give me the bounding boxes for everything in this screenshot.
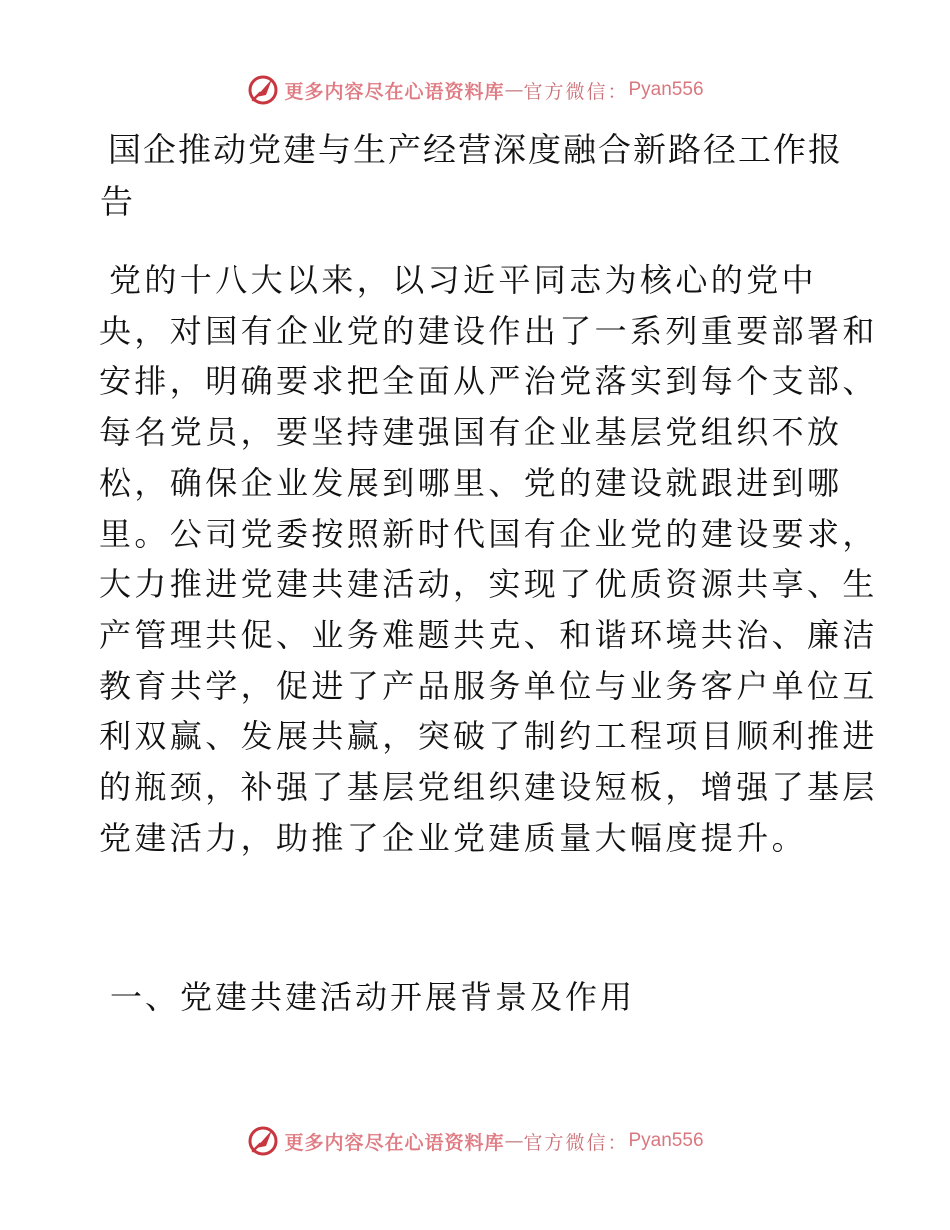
body-paragraph [99, 255, 878, 863]
paragraph-line: 教育共学，促进了产品服务单位与业务客户单位互 [99, 666, 878, 705]
quill-logo-icon [246, 1124, 280, 1158]
paragraph-line: 党的十八大以来，以习近平同志为核心的党中 [109, 261, 818, 299]
footer-watermark [0, 1121, 950, 1161]
paragraph-line: 产管理共促、业务难题共克、和谐环境共治、廉洁 [99, 615, 878, 654]
watermark-wechat-label: 官方微信： [523, 1131, 629, 1154]
paragraph-line: 松，确保企业发展到哪里、党的建设就跟进到哪 [99, 463, 843, 502]
watermark-dash: — [504, 79, 524, 101]
paragraph-line: 的瓶颈，补强了基层党组织建设短板，增强了基层 [99, 768, 878, 807]
paragraph-line: 每名党员，要坚持建强国有企业基层党组织不放 [99, 413, 843, 452]
watermark-wechat-label: 官方微信： [523, 80, 629, 103]
paragraph-line: 党建活力，助推了企业党建质量大幅度提升。 [99, 818, 808, 857]
watermark-brand: 更多内容尽在心语资料库 [284, 80, 505, 103]
section-heading: 一、党建共建活动开展背景及作用 [110, 978, 636, 1016]
paragraph-line: 大力推进党建共建活动，实现了优质资源共享、生 [99, 565, 878, 604]
watermark-wechat-id: Pyan556 [628, 1130, 704, 1151]
header-watermark [0, 70, 950, 110]
paragraph-line: 利双赢、发展共赢，突破了制约工程项目顺利推进 [99, 717, 878, 756]
watermark-dash: — [504, 1130, 524, 1152]
document-title: 国企推动党建与生产经营深度融合新路径工作报告 [100, 130, 843, 221]
paragraph-line: 央，对国有企业党的建设作出了一系列重要部署和 [99, 311, 878, 350]
paragraph-line: 安排，明确要求把全面从严治党落实到每个支部、 [99, 362, 878, 401]
watermark-wechat-id: Pyan556 [628, 79, 704, 100]
quill-logo-icon [246, 73, 280, 107]
watermark-brand: 更多内容尽在心语资料库 [284, 1131, 505, 1154]
paragraph-line: 里。公司党委按照新时代国有企业党的建设要求， [99, 514, 878, 553]
